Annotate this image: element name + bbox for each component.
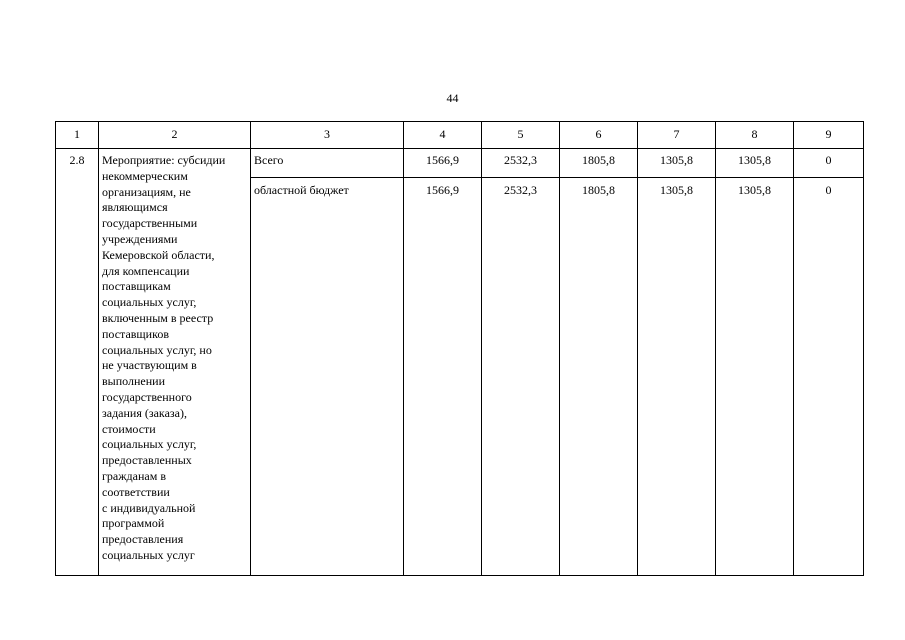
column-header: 4 [404,122,482,149]
value-cell: 1305,8 [638,149,716,178]
column-header: 6 [560,122,638,149]
value-cell: 0 [794,149,864,178]
funding-source: областной бюджет [251,178,404,576]
value-cell: 1305,8 [716,149,794,178]
column-header: 3 [251,122,404,149]
table-header-row [56,122,864,149]
column-header: 7 [638,122,716,149]
column-header: 8 [716,122,794,149]
value-cell: 2532,3 [482,149,560,178]
budget-table [55,121,864,576]
page-number: 44 [446,91,459,105]
value-cell: 1566,9 [404,149,482,178]
value-cell: 1566,9 [404,178,482,576]
funding-source: Всего [251,149,404,178]
column-header: 5 [482,122,560,149]
value-cell: 1805,8 [560,149,638,178]
column-header: 2 [99,122,251,149]
value-cell: 0 [794,178,864,576]
value-cell: 2532,3 [482,178,560,576]
table-row [56,149,864,178]
value-cell: 1305,8 [716,178,794,576]
value-cell: 1305,8 [638,178,716,576]
row-code: 2.8 [56,149,99,576]
column-header: 1 [56,122,99,149]
measure-description: Мероприятие: субсидии некоммерческим организациям, не являющимся государственными учреждениями Кемеровской области, для компенсации поставщикам социальных услуг, включенным в реестр поставщиков социальных услуг, но не участвующим в выполнении государственного задания (заказа), стоимости социальных услуг, предоставленных гражданам в соответствии с индивидуальной программой предоставления социальных услуг [99,149,251,576]
column-header: 9 [794,122,864,149]
value-cell: 1805,8 [560,178,638,576]
